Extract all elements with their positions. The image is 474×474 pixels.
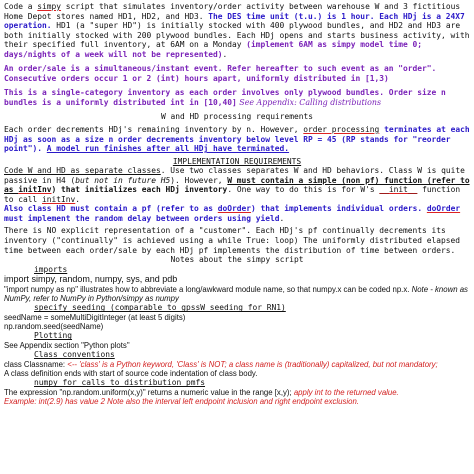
underlined-text: order processing: [303, 125, 380, 135]
numpy-line-1: [4, 388, 470, 397]
simpy-term: simpy: [37, 2, 62, 11]
section-heading-implementation: IMPLEMENTATION REQUIREMENTS: [172, 156, 302, 166]
initinv-term: initInv: [42, 194, 76, 204]
imports-heading: imports: [34, 264, 68, 274]
order-size-paragraph: [4, 88, 470, 107]
numpy-heading: numpy for calls to distribution pmfs: [34, 378, 206, 388]
class-conventions-line-2: A class definition ends with start of source code indentation of class body.: [4, 369, 258, 379]
plotting-heading: Plotting: [34, 331, 73, 341]
blue-text: must implement the random delay between orders using yield: [4, 213, 280, 223]
class-conventions-heading: Class conventions: [34, 350, 115, 360]
text: Code a: [4, 2, 38, 11]
text: .: [75, 194, 81, 204]
section-heading-notes: Notes about the simpy script: [170, 255, 304, 265]
bold-text: ) that initializes each HDj inventory: [51, 185, 228, 195]
text: script that simulates inventory/order activity between warehouse W and 3 fictitious Home Depot stores named HD1, HD2, and HD3.: [4, 2, 461, 21]
seeding-line-1: seedName = someMultiDigitInteger (at least 5 digits): [4, 312, 186, 322]
italic-text: Note - known as NumPy, refer to NumPy in Python/simpy as numpy: [4, 284, 468, 304]
text: The expression "np.random.uniform(x,y)" returns a numeric value in the range [x,y);: [4, 387, 294, 397]
seeding-line-2: np.random.seed(seedName): [4, 322, 104, 332]
text: Each order decrements HDj's remaining inventory by n. However,: [4, 125, 304, 135]
text: ). However,: [170, 175, 228, 185]
model-run-finish: A model run finishes after all HDj have terminated.: [46, 144, 290, 154]
order-event-paragraph: An order/sale is a simultaneous/instant event. Refer hereafter to such event as an "order". Consecutive orders occur 1 or 2 (int) hours apart, uniformly distributed in [1,3): [4, 64, 437, 83]
model-time-note: (implement 6AM as simpy model time 0; days/nights of a week will not be represented): [4, 40, 423, 59]
customer-paragraph: There is NO explicit representation of a "customer". Each HDj's pf continually decrements its inventory ("continually" is achieved using a while True: loop) The uniformly distributed elapsed time between each order/sale by each HDj pf implements the distribution of time between orders.: [4, 226, 461, 255]
red-note: apply int to the returned value.: [293, 387, 399, 397]
imports-note: [4, 285, 470, 304]
blue-text: ) that implements individual orders.: [251, 204, 423, 214]
text: function to call: [4, 185, 461, 204]
appendix-ref: See Appendix: Calling distributions: [236, 97, 382, 107]
imports-code: import simpy, random, numpy, sys, and pdb: [4, 274, 178, 285]
doorder-term: doOrder: [426, 204, 461, 214]
numpy-line-2: Example: int(2.9) has value 2 Note also the interval left endpoint inclusion and right endpoint exclusion.: [4, 397, 359, 407]
termination-rule: terminates at each HDj as soon as a size n order decrements inventory below level RP = 45 (RP stands for "reorder point").: [4, 125, 470, 154]
underlined-text: Code W and HD as separate classes: [4, 166, 161, 176]
time-unit-note: The DES time unit (t.u.) is 1 hour. Each HDj is a 24X7 operation.: [4, 11, 465, 31]
text: This is a single-category inventory as each order involves only plywood bundles. Order size n bundles is a uniformly distributed int in [10,40]: [4, 88, 446, 107]
class-conventions-line-1: [4, 360, 470, 369]
text: .: [222, 49, 228, 59]
text: . Use two classes separates W and HD behaviors. Class W is quite passive in H4 (: [4, 166, 465, 185]
italic-text: but not in future H5: [75, 175, 171, 185]
intro-paragraph: [4, 2, 470, 59]
section-heading-processing: W and HD processing requirements: [160, 112, 314, 122]
text: .: [279, 213, 285, 223]
processing-paragraph: [4, 125, 470, 154]
text: HD1 (a "super HD") is initially stocked with 400 plywood bundles, and HD2 and HD3 are both initially stocked with 200 plywood bundles. Each HDj opens and starts business activity, with their specified full inventory, at 6AM on a Monday: [4, 21, 470, 50]
plotting-line: See Appendix section "Python plots": [4, 341, 130, 350]
init-term: __init__: [379, 185, 418, 195]
implementation-paragraph: [4, 166, 470, 223]
initinv-term: initInv: [18, 185, 52, 195]
text: class Classname:: [4, 359, 68, 369]
text: . One way to do this is for W's: [227, 185, 380, 195]
seeding-heading: specify seeding (comparable to gpssW seeding for RN1): [34, 303, 286, 313]
text: "import numpy as np" illustrates how to abbreviate a long/awkward module name, so that numpy.x can be coded np.x.: [4, 284, 412, 294]
doorder-term: doOrder: [217, 204, 252, 214]
red-note: <-- 'class' is a Python keyword, 'Class' is NOT; a class name is (traditionally) capitalized, but not mandatory;: [67, 359, 438, 369]
blue-text: Also class HD must contain a pf (refer to as: [4, 204, 218, 214]
bold-text: W must contain a simple (non pf) function (refer to as: [4, 175, 470, 195]
